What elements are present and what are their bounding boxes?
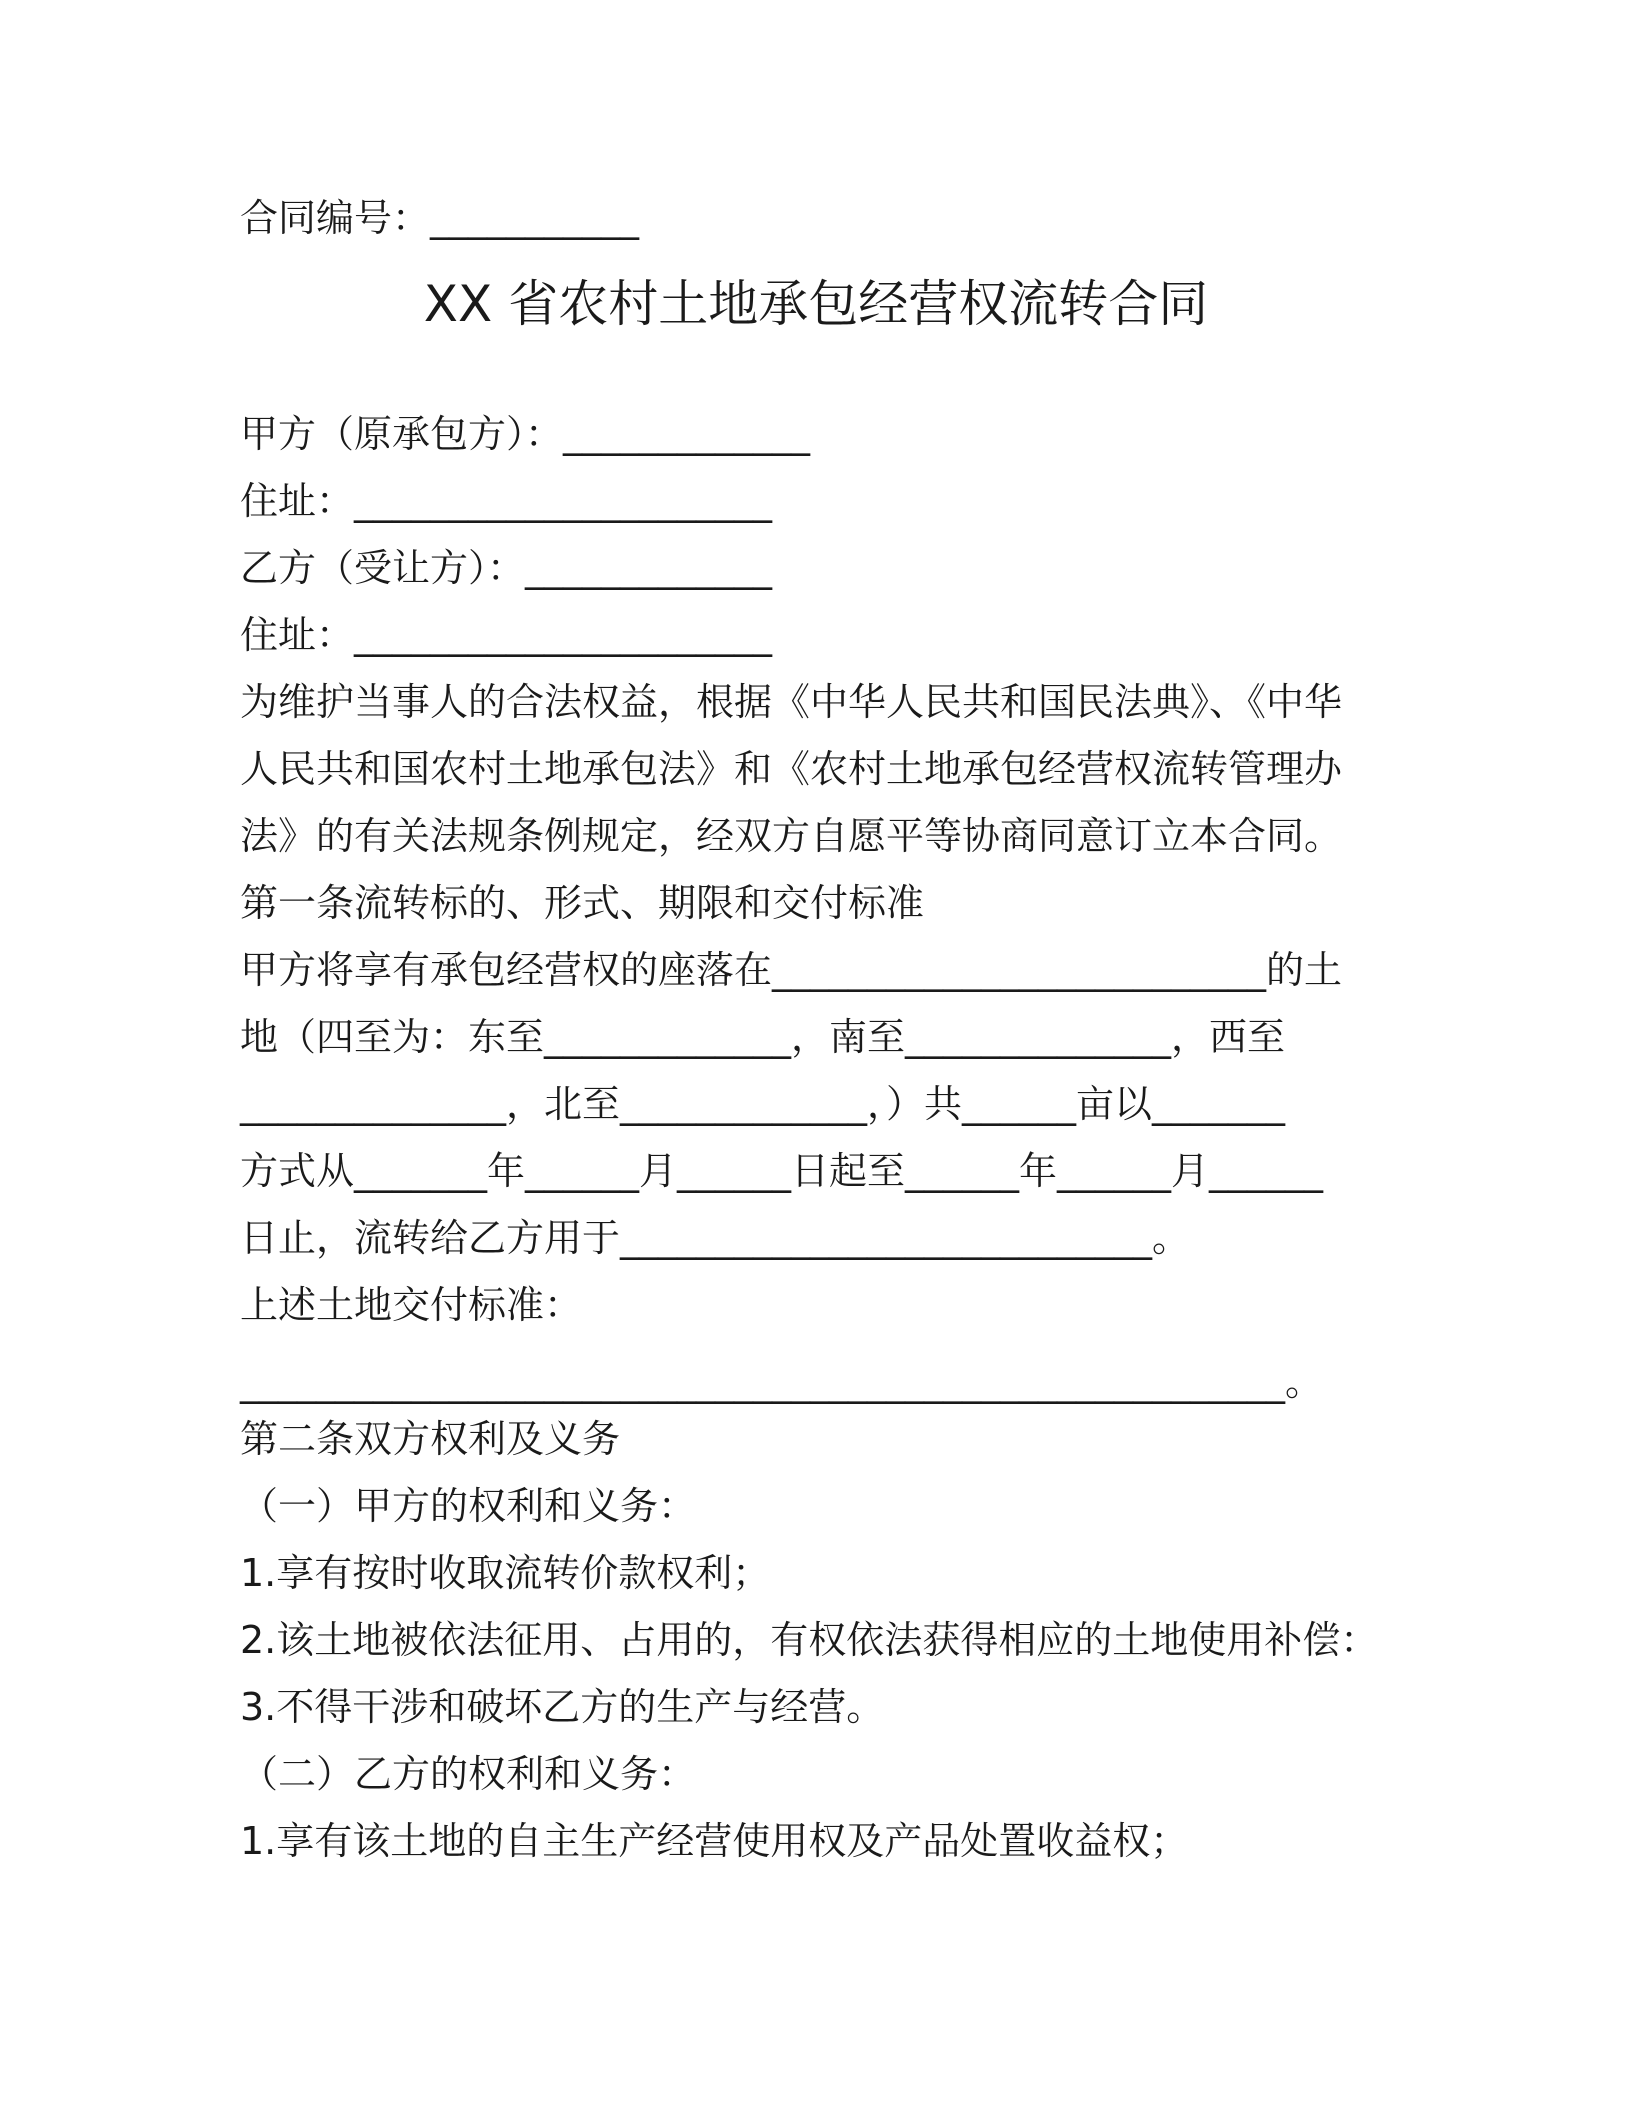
article1-line: 地（四至为：东至_____________，南至______________，西至 (240, 1015, 1286, 1059)
delivery-standard-label: 上述土地交付标准： (240, 1283, 583, 1327)
party-b-right-item: 1.享有该土地的自主生产经营使用权及产品处置收益权； (240, 1819, 1189, 1863)
preamble-line: 法》的有关法规条例规定，经双方自愿平等协商同意订立本合同。 (240, 814, 1343, 858)
article2-heading: 第二条双方权利及义务 (240, 1417, 621, 1461)
party-b: 乙方（受让方）：_____________ (240, 546, 773, 590)
contract-number: 合同编号：___________ (240, 196, 640, 240)
party-a-right-item: 1.享有按时收取流转价款权利； (240, 1551, 771, 1595)
party-b-rights-heading: （二）乙方的权利和义务： (240, 1752, 697, 1796)
party-a-right-item: 3.不得干涉和破坏乙方的生产与经营。 (240, 1685, 885, 1729)
party-a-right-item: 2.该土地被依法征用、占用的，有权依法获得相应的土地使用补偿： (240, 1618, 1379, 1662)
article1-line: 方式从_______年______月______日起至______年______月______ (240, 1149, 1324, 1193)
article1-heading: 第一条流转标的、形式、期限和交付标准 (240, 881, 925, 925)
party-b-address: 住址：______________________ (240, 613, 773, 657)
preamble-line: 人民共和国农村土地承包法》和《农村土地承包经营权流转管理办 (240, 747, 1343, 791)
article1-line: 甲方将享有承包经营权的座落在__________________________的土 (240, 948, 1343, 992)
party-a: 甲方（原承包方）：_____________ (240, 412, 811, 456)
delivery-standard-blank: _______________________________________________________。 (240, 1360, 1324, 1404)
preamble-line: 为维护当事人的合法权益，根据《中华人民共和国民法典》、《中华 (240, 680, 1343, 724)
party-a-rights-heading: （一）甲方的权利和义务： (240, 1484, 697, 1528)
article1-line: ______________，北至_____________，）共______亩以_______ (240, 1082, 1286, 1126)
party-a-address: 住址：______________________ (240, 479, 773, 523)
article1-line: 日止，流转给乙方用于____________________________。 (240, 1216, 1191, 1260)
document-title: XX 省农村土地承包经营权流转合同 (423, 275, 1209, 333)
